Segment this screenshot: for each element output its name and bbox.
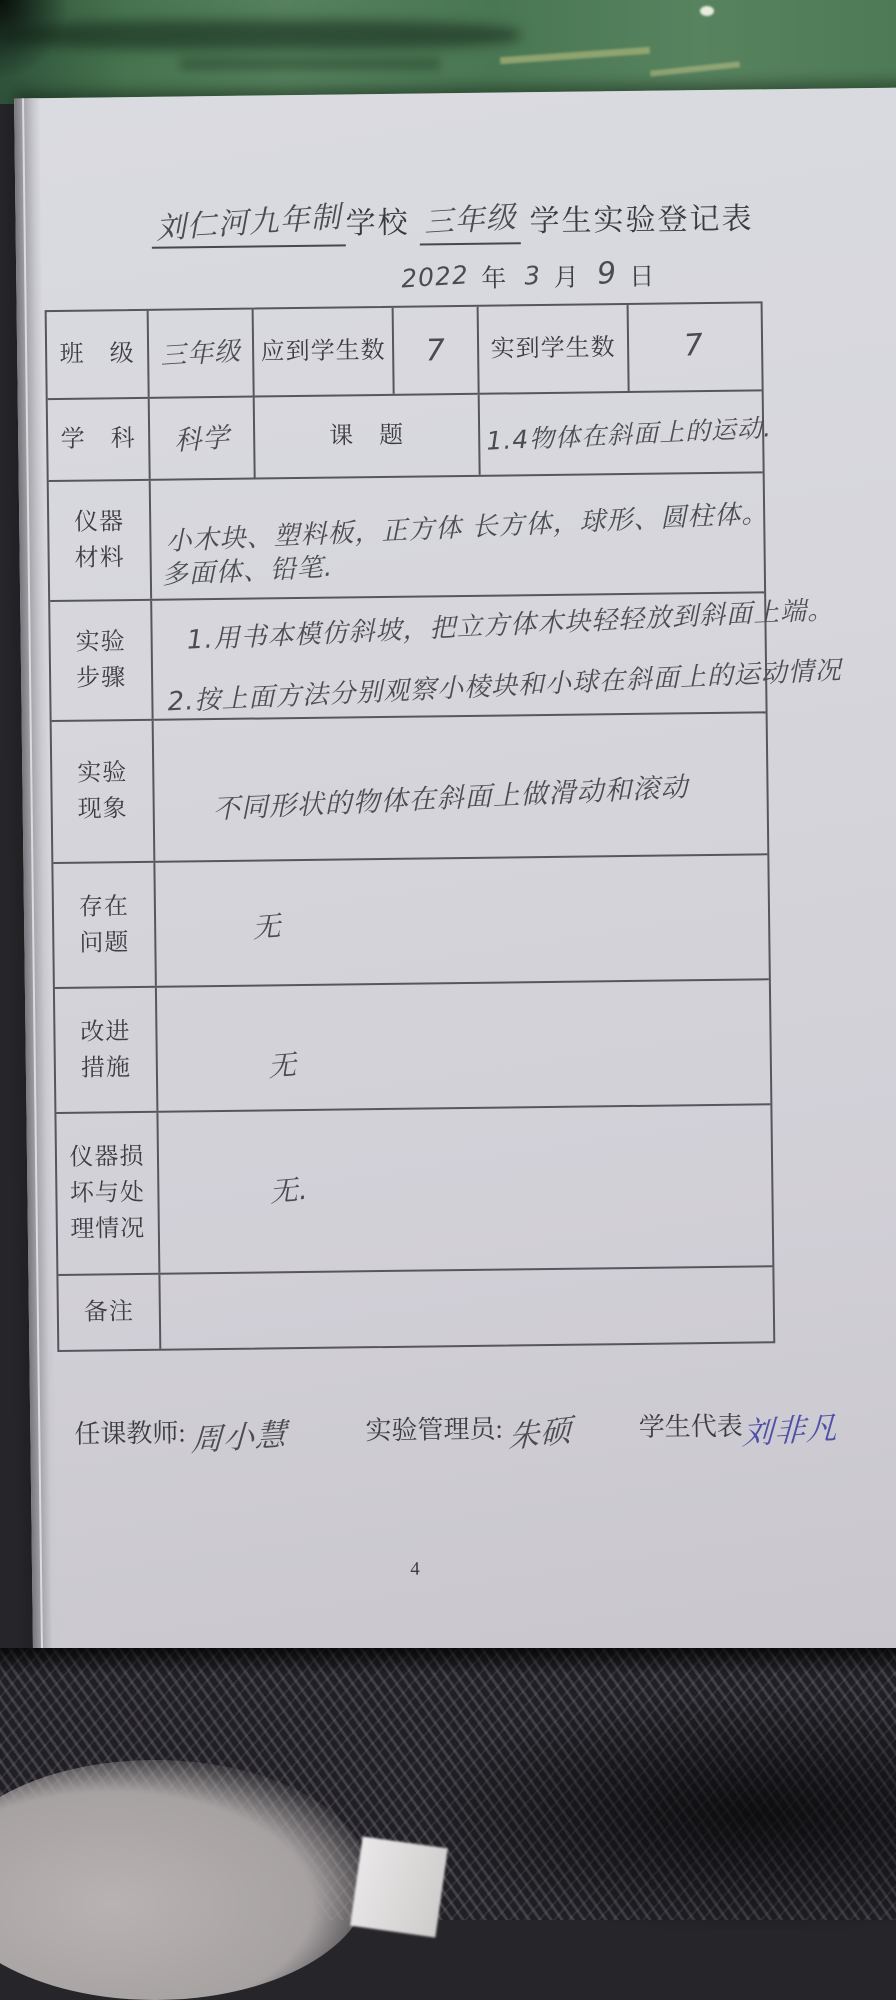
teacher-signature-group — [74, 1411, 288, 1459]
date-day-label: 日 — [629, 263, 661, 291]
class-label-cell: 班 级 — [47, 311, 150, 398]
form-title-text: 学生实验登记表 — [529, 202, 754, 239]
label-line: 实验 — [77, 760, 128, 787]
improvements-handwritten: 无 — [266, 1048, 299, 1084]
date-month-label: 月 — [553, 264, 585, 292]
table-row-class — [47, 303, 762, 400]
phenomenon-label-cell — [52, 721, 156, 862]
equipment-value-cell — [151, 473, 770, 599]
label-line: 存在 — [78, 893, 130, 921]
steps-handwritten-line2: 2.按上面方法分别观察小棱块和小球在斜面上的运动情况 — [166, 655, 843, 718]
remarks-label-cell — [58, 1275, 161, 1350]
equipment-label-cell — [49, 481, 152, 600]
problems-handwritten: 无 — [250, 909, 283, 945]
subject-handwritten: 科学 — [172, 421, 231, 457]
label-line: 步骤 — [75, 665, 127, 692]
date-day-handwritten: 9 — [595, 255, 618, 292]
table-row-remarks — [58, 1267, 773, 1350]
signature-row — [74, 1403, 896, 1459]
label-line: 改进 — [80, 1018, 131, 1046]
experiment-form-table — [45, 301, 843, 1352]
school-name-handwritten: 刘仁河九年制 — [154, 199, 343, 247]
improvements-label-cell — [55, 988, 158, 1112]
remarks-value-cell — [160, 1267, 771, 1348]
teacher-signature-handwritten: 周小慧 — [190, 1416, 289, 1459]
form-title — [151, 191, 896, 248]
actual-students-value-cell — [629, 303, 760, 391]
manager-label: 实验管理员: — [365, 1414, 503, 1446]
desk-scratch-mark — [500, 47, 650, 64]
representative-label: 学生代表 — [638, 1411, 743, 1442]
label-line: 坏与处 — [69, 1179, 146, 1207]
topic-value-cell — [480, 390, 861, 475]
problems-value-cell — [155, 855, 766, 985]
equipment-handwritten-line2: 多面体、铅笔. — [161, 552, 334, 591]
date-year-label: 年 — [481, 265, 513, 293]
topic-handwritten: 1.4物体在斜面上的运动. — [485, 413, 773, 456]
expected-students-label-cell: 应到学生数 — [254, 308, 395, 396]
table-row-equipment — [49, 473, 769, 602]
paper-edge-shadow — [0, 1648, 896, 1674]
desk-streak — [0, 20, 520, 50]
table-row-phenomenon — [52, 713, 768, 864]
table-row-problems — [53, 855, 768, 989]
phenomenon-handwritten: 不同形状的物体在斜面上做滑动和滚动 — [212, 771, 690, 826]
grade-handwritten: 三年级 — [422, 199, 518, 241]
label-line: 仪器损 — [69, 1143, 145, 1171]
label-line: 仪器 — [74, 509, 125, 536]
representative-signature-group — [639, 1404, 840, 1451]
grade-blank — [419, 196, 521, 245]
form-date — [42, 253, 896, 300]
phenomenon-value-cell — [154, 713, 766, 860]
table-row-subject — [48, 391, 773, 482]
equipment-handwritten-line1: 小木块、塑料板，正方体 长方体，球形、圆柱体。 — [164, 498, 769, 558]
school-label: 学校 — [345, 206, 410, 241]
manager-signature-handwritten: 朱硕 — [508, 1412, 573, 1457]
desk-scratch-mark — [650, 61, 740, 76]
topic-label-cell: 课 题 — [255, 395, 481, 478]
representative-signature-handwritten: 刘非凡 — [742, 1409, 840, 1453]
school-name-blank — [151, 198, 346, 248]
steps-value-cell — [152, 592, 842, 718]
page-stack-line — [22, 98, 43, 1660]
date-month-handwritten: 3 — [523, 260, 543, 291]
label-line: 理情况 — [70, 1215, 146, 1243]
teacher-label: 任课教师: — [74, 1418, 186, 1449]
class-value-cell — [149, 310, 255, 397]
form-page — [14, 87, 896, 1660]
label-line: 实验 — [75, 629, 126, 656]
date-year-handwritten: 2022 — [400, 260, 470, 294]
manager-signature-group — [365, 1408, 573, 1456]
improvements-value-cell — [157, 980, 768, 1110]
steps-label-cell — [50, 601, 153, 720]
label-line: 备注 — [83, 1299, 135, 1326]
white-fabric-sliver — [350, 1836, 448, 1937]
label-line: 问题 — [79, 929, 130, 957]
damage-label-cell — [56, 1113, 160, 1274]
fabric-fold-shadow — [430, 1700, 896, 1930]
damage-handwritten: 无. — [268, 1172, 310, 1209]
class-value-handwritten: 三年级 — [159, 336, 243, 372]
problems-label-cell — [53, 863, 156, 987]
expected-students-handwritten: 7 — [425, 332, 446, 368]
actual-students-label-cell: 实到学生数 — [479, 305, 630, 393]
label-line: 现象 — [77, 796, 128, 823]
desk-chalk-dot — [700, 6, 714, 16]
form-content — [40, 87, 896, 1660]
desk-streak — [180, 58, 440, 70]
damage-value-cell — [158, 1105, 770, 1272]
label-line: 材料 — [74, 545, 125, 572]
table-row-improvements — [55, 980, 770, 1114]
page-number: 4 — [410, 1558, 420, 1580]
label-line: 措施 — [80, 1054, 132, 1082]
actual-students-handwritten: 7 — [682, 327, 706, 364]
subject-label-cell: 学 科 — [48, 399, 151, 480]
subject-value-cell — [150, 398, 256, 479]
table-row-damage — [56, 1105, 772, 1276]
expected-students-value-cell — [394, 307, 480, 394]
table-row-steps — [50, 593, 843, 722]
steps-handwritten-line1: 1.用书本模仿斜坡，把立方体木块轻轻放到斜面上端。 — [186, 595, 835, 656]
